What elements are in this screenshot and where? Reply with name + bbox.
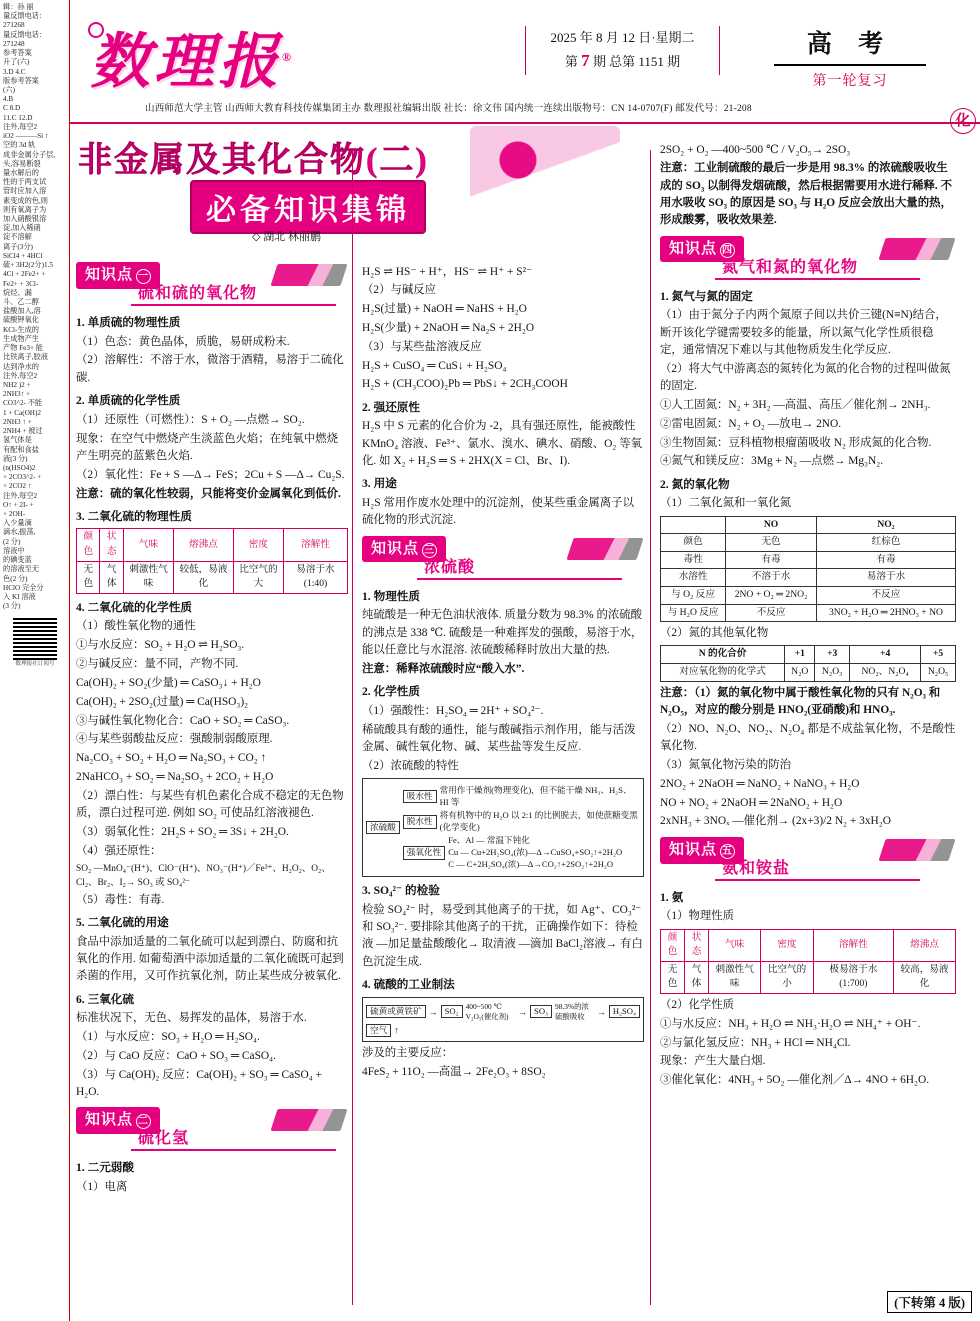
c1-s4-p5: （5）毒性：有毒. bbox=[76, 893, 165, 906]
c2-p2-a2: 稀硫酸具有酸的通性，能与酸碱指示剂作用，能与活泼金属、碱性氧化物、碱、某些盐等发生反应. bbox=[362, 723, 636, 753]
flow-r3-v1: Fe、Al — 常温下钝化 bbox=[448, 835, 530, 846]
c1-s2-p2: 现象：在空气中燃烧产生淡蓝色火焰；在纯氧中燃烧产生明亮的蓝紫色火焰. bbox=[76, 432, 338, 462]
c1-s6-p1: （1）与水反应：SO₃ + H₂O ═ H₂SO₄. bbox=[76, 1031, 260, 1044]
flow-box-4: H₂SO₄ bbox=[609, 1005, 640, 1019]
c3-s2-title: 2. 氮的氧化物 bbox=[660, 477, 730, 491]
rail-line: (2 分) bbox=[3, 537, 21, 546]
c1-s1-title: 1. 单质硫的物理性质 bbox=[76, 316, 181, 329]
table-cell: 熔沸点 bbox=[174, 529, 234, 561]
kp3-tag-label: 知识点 bbox=[371, 540, 420, 557]
c2-top7: H₂S + (CH₃COO)₂Pb ═ PbS↓ + 2CH₃COOH bbox=[362, 378, 568, 391]
rail-line: O↑ + 2I- + bbox=[3, 500, 34, 509]
table-cell: 气味 bbox=[709, 929, 761, 961]
rail-line: 11.C 12.D bbox=[3, 113, 33, 122]
kp5-tag-label: 知识点 bbox=[669, 841, 718, 858]
ammonia-physical-table bbox=[660, 929, 956, 994]
c3-s1-title: 1. 氮气与氮的固定 bbox=[660, 289, 753, 303]
c1-h1-title: 1. 二元弱酸 bbox=[76, 1161, 134, 1175]
table-row bbox=[661, 586, 956, 604]
c3-eq1: 2SO₂ + O₂ —400~500 ℃ / V₂O₅→ 2SO₃ bbox=[660, 143, 851, 156]
table-cell: 比空气的大 bbox=[233, 561, 283, 593]
newspaper-logo bbox=[90, 14, 295, 100]
c1-s6-p0: 标准状况下，无色、易挥发的晶体，易溶于水. bbox=[76, 1012, 307, 1025]
c2-s3-p: H₂S 常用作废水处理中的沉淀剂，使某些重金属离子以硫化物的形式沉淀. bbox=[362, 497, 634, 527]
c2-top2: （2）与碱反应 bbox=[362, 284, 437, 297]
column-divider-2 bbox=[650, 150, 651, 1305]
c1-s4-c: ③与碱性氧化物化合：CaO + SO₂ ═ CaSO₃. bbox=[76, 714, 290, 727]
rail-line: C 8.D bbox=[3, 104, 21, 113]
rail-line: 271248 bbox=[3, 39, 25, 48]
c3-a-c: ③催化氧化：4NH₃ + 5O₂ —催化剂／Δ→ 4NO + 6H₂O. bbox=[660, 1074, 930, 1087]
c2-p3-title: 3. SO₄²⁻ 的检验 bbox=[362, 884, 440, 898]
c1-s5-title: 5. 二氧化硫的用途 bbox=[76, 916, 169, 930]
table-cell: 不反应 bbox=[726, 604, 817, 622]
rail-line: 硫+ 3H2(2分)1.5 bbox=[3, 261, 53, 270]
c1-s2-title: 2. 单质硫的化学性质 bbox=[76, 394, 181, 408]
c2-top6: H₂S + CuSO₄ ═ CuS↓ + H₂SO₄ bbox=[362, 359, 507, 372]
table-cell: NO bbox=[726, 516, 817, 534]
kp1-title: 硫和硫的氧化物 bbox=[138, 285, 258, 302]
c2-p4-eq1: 4FeS₂ + 11O₂ —高温→ 2Fe₂O₃ + 8SO₂ bbox=[362, 1066, 546, 1079]
rail-line: 烷烃、漏 bbox=[3, 288, 32, 297]
rail-line: 斗、乙二醇 bbox=[3, 298, 39, 306]
c2-p3-p: 检验 SO₄²⁻ 时，易受到其他离子的干扰，如 Ag⁺、CO₃²⁻ 和 SO₃²⁻. 要排除其他离子的干扰，正确操作如下：待检液 —加足量盐酸酸化→ 取清液 —滴加 BaCl₂溶液→ 有白色沉淀生成. bbox=[362, 903, 643, 968]
column-1 bbox=[76, 256, 348, 1198]
c1-s2-note: 注意：硫的氧化性较弱，只能将变价金属氧化到低价. bbox=[76, 487, 341, 500]
flow-r2-key: 脱水性 bbox=[403, 815, 437, 829]
c2-p2-b: （2）浓硫酸的特性 bbox=[362, 759, 459, 772]
c1-s2-p1: （1）还原性（可燃性）：S + O₂ —点燃→ SO₂. bbox=[76, 413, 305, 426]
rail-line: 溶液中 bbox=[3, 546, 25, 555]
c2-p1-title: 1. 物理性质 bbox=[362, 589, 420, 603]
c3-s2-note: 注意：（1）氮的氧化物中属于酸性氧化物的只有 N₂O₃ 和 N₂O₅，对应的酸分别是 HNO₂(亚硝酸)和 HNO₃. bbox=[660, 686, 941, 716]
rail-line: 成非金属分子层, bbox=[3, 150, 56, 159]
rail-line: 2NH4 + 被过 bbox=[3, 427, 43, 436]
table-cell: 较低，易液化 bbox=[174, 561, 234, 593]
pen-icon bbox=[878, 238, 955, 260]
c3-note1: 注意：工业制硫酸的最后一步是用 98.3% 的浓硫酸吸收生成的 SO₃ 以制得发烟硫酸，然后根据需要用水进行稀释. 不用水吸收 SO₃ 的原因是 SO₃ 与 H₂O 反应会放出大量的热，形成酸雾，吸收效果差. bbox=[660, 162, 952, 227]
rail-line: (六) bbox=[3, 85, 15, 94]
rail-line: KCl-生成的 bbox=[3, 325, 39, 334]
so2-physical-table bbox=[76, 528, 348, 593]
c2-s3-title: 3. 用途 bbox=[362, 477, 397, 491]
table-cell: N₂O bbox=[785, 664, 815, 682]
c3-s1-d: ④氮气和镁反应：3Mg + N₂ —点燃→ Mg₃N₂. bbox=[660, 455, 884, 468]
rail-line: 液(3 分) bbox=[3, 454, 28, 463]
table-row bbox=[661, 551, 956, 569]
c1-s4-p2: （2）漂白性：与某些有机色素化合成不稳定的无色物质，漂白过程可逆. 例如 SO₂ 可使品红溶液褪色. bbox=[76, 789, 344, 820]
rail-line: 的溶液至无 bbox=[3, 565, 39, 574]
c3-a-p1: （1）物理性质 bbox=[660, 910, 735, 923]
rail-line: NH2 )2 + bbox=[3, 380, 31, 389]
qr-caption: 数理报社订阅号 bbox=[15, 661, 55, 668]
flow-box-3: SO₃ bbox=[530, 1005, 552, 1019]
rail-line: HClO 完全分 bbox=[3, 583, 44, 592]
rail-line: 量反馈电话： bbox=[3, 12, 47, 21]
c1-s6-p2: （2）与 CaO 反应：CaO + SO₃ ═ CaSO₄. bbox=[76, 1049, 276, 1062]
rail-line: 注外,每空2 bbox=[3, 371, 38, 380]
rail-line: 2NH3↑ + bbox=[3, 390, 31, 399]
rail-line: 量反馈电话： bbox=[3, 30, 47, 39]
subject-badge: 化 bbox=[950, 108, 976, 134]
table-cell: 不反应 bbox=[816, 586, 955, 604]
table-cell: +5 bbox=[921, 646, 956, 664]
table-cell: 极易溶于水(1:700) bbox=[813, 961, 893, 993]
table-cell: 易溶于水 bbox=[816, 569, 955, 587]
c1-s5-p: 食品中添加适量的二氧化硫可以起到漂白、防腐和抗氧化的作用. 如葡萄酒中添加适量的二氧化硫既可起到杀菌的作用，又可作抗氧化剂，防止某些成分被氧化. bbox=[76, 935, 344, 983]
table-cell: 溶解性 bbox=[813, 929, 893, 961]
table-cell: 气体 bbox=[685, 961, 709, 993]
pen-icon bbox=[270, 264, 347, 286]
rail-line: 的碘变蓝 bbox=[3, 556, 32, 565]
rail-line: 氢气体是 bbox=[3, 436, 32, 445]
c3-a-b2: 现象：产生大量白烟. bbox=[660, 1055, 766, 1068]
masthead-divider bbox=[70, 122, 980, 124]
table-cell: 有毒 bbox=[816, 551, 955, 569]
rail-line: 比铁离子,胶液 bbox=[3, 353, 48, 362]
flow-r3-v3: C — C+2H₂SO₄(浓)—Δ→CO₂↑+2SO₂↑+2H₂O bbox=[448, 858, 614, 869]
rail-line: CO3^2- 不能 bbox=[3, 399, 43, 408]
rail-line: 入少量滴 bbox=[3, 519, 32, 528]
c2-p1-p: 纯硫酸是一种无色油状液体. 质量分数为 98.3% 的浓硫酸的沸点是 338 ℃. 硫酸是一种难挥发的强酸，易溶于水，能以任意比与水混溶. 浓硫酸稀释时放出大量的热. bbox=[362, 609, 643, 656]
table-cell: 无色 bbox=[77, 561, 100, 593]
c3-a-a: ①与水反应：NH₃ + H₂O ⇌ NH₃·H₂O ⇌ NH₄⁺ + OH⁻. bbox=[660, 1017, 921, 1030]
kp1-number: 一 bbox=[138, 271, 150, 282]
left-rail bbox=[0, 0, 70, 1321]
knowledge-point-4-header bbox=[660, 236, 956, 282]
decorative-illustration bbox=[470, 126, 620, 246]
table-cell: 易溶于水(1:40) bbox=[283, 561, 347, 593]
table-cell: 无色 bbox=[726, 534, 817, 552]
flow-label: 浓硫酸 bbox=[366, 821, 400, 835]
c1-s1-p1: （1）色态：黄色晶体，质脆，易研成粉末. bbox=[76, 335, 290, 348]
kp1-tag-label: 知识点 bbox=[85, 267, 134, 283]
table-cell: 比空气的小 bbox=[761, 961, 813, 993]
c3-s1-a: ①人工固氮：N₂ + 3H₂ —高温、高压／催化剂→ 2NH₃. bbox=[660, 398, 931, 411]
pen-icon bbox=[270, 1109, 347, 1131]
rail-line: 入 KI 溶液 bbox=[3, 593, 36, 601]
c2-p4-title: 4. 硫酸的工业制法 bbox=[362, 978, 455, 992]
table-cell: 水溶性 bbox=[661, 569, 726, 587]
rail-line: 空的 3d 轨 bbox=[3, 141, 36, 150]
c3-s2-note2: （2）NO、N₂O、NO₂、N₂O₄ 都是不成盐氧化物，不是酸性氧化物. bbox=[660, 722, 956, 753]
kp3-number: 三 bbox=[424, 544, 436, 556]
c1-s4-d2: 2NaHCO₃ + SO₂ ═ Na₂SO₃ + 2CO₂ + H₂O bbox=[76, 771, 274, 783]
rail-line: 注外,每空2 bbox=[3, 122, 38, 131]
c1-s4-d1: Na₂CO₃ + SO₂ + H₂O ═ Na₂SO₃ + CO₂ ↑ bbox=[76, 752, 267, 765]
c3-s2-e1: 2NO₂ + 2NaOH ═ NaNO₂ + NaNO₃ + H₂O bbox=[660, 777, 860, 790]
c1-s4-d: ④与某些弱酸盐反应：强酸制弱酸原理. bbox=[76, 733, 273, 746]
rail-line: iO2 ———Si ↑ bbox=[3, 132, 49, 141]
table-cell: 刺激性气味 bbox=[709, 961, 761, 993]
rail-line: 产物 Fe3+ 能 bbox=[3, 344, 43, 353]
c3-s2-e3: 2xNH₃ + 3NOₓ —催化剂→ (2x+3)/2 N₂ + 3xH₂O bbox=[660, 815, 891, 828]
rail-line: 则有氧离子为 bbox=[3, 205, 47, 214]
issue-date: 2025 年 8 月 12 日·星期二 bbox=[550, 30, 695, 45]
knowledge-point-2-header bbox=[76, 1107, 348, 1153]
rail-line: 盐酸加入,溶 bbox=[3, 307, 41, 316]
kp2-title: 硫化氢 bbox=[138, 1130, 190, 1148]
rail-line: 生成物产生 bbox=[3, 334, 39, 343]
rail-line: 版参考答案 bbox=[3, 76, 39, 85]
column-2 bbox=[362, 262, 644, 1083]
table-cell: 3NO₂ + H₂O ═ 2HNO₃ + NO bbox=[816, 604, 955, 622]
c3-a-p2: （2）化学性质 bbox=[660, 998, 735, 1011]
rail-line: 加入硝酸银溶 bbox=[3, 215, 47, 224]
flow-r3-key: 强氧化性 bbox=[403, 846, 445, 860]
rail-line: 1 + Ca(OH)2 bbox=[3, 408, 41, 417]
byline: ◇ 湖北 林丽鹏 bbox=[252, 231, 321, 243]
exam-title: 高 考 bbox=[806, 31, 894, 58]
pen-icon bbox=[878, 839, 955, 861]
c3-s2-p1: （1）二氧化氮和一氧化氮 bbox=[660, 497, 791, 510]
rail-line: SiCl4 + 4HCl bbox=[3, 251, 43, 260]
c1-s4-p3: （3）弱氧化性：2H₂S + SO₂ ═ 3S↓ + 2H₂O. bbox=[76, 825, 289, 838]
c2-top5: （3）与某些盐溶液反应 bbox=[362, 340, 482, 353]
table-cell: 颜色 bbox=[661, 929, 685, 961]
c3-s1-c: ③生物固氮：豆科植物根瘤菌吸收 N₂ 形成氮的化合物. bbox=[660, 436, 932, 449]
knowledge-point-1-header bbox=[76, 262, 348, 308]
c2-p1-note: 注意：稀释浓硫酸时应“酸入水”. bbox=[362, 662, 525, 675]
table-cell: 较高，易液化 bbox=[894, 961, 956, 993]
c3-s2-p3: （3）氮氧化物污染的防治 bbox=[660, 758, 791, 771]
table-cell: N₂O₅ bbox=[921, 664, 956, 682]
rail-line: 辑：孙 丽 bbox=[3, 3, 34, 11]
table-cell: 刺激性气味 bbox=[123, 561, 173, 593]
c2-s2-p: H₂S 中 S 元素的化合价为 -2，具有强还原性，能被酸性 KMnO₄ 溶液、Fe³⁺、氯水、溴水、碘水、硝酸、O₂ 等氧化. 如 X₂ + H₂S ═ S + 2HX(X = Cl、Br、I). bbox=[362, 420, 642, 468]
c1-s4-p4a: SO₂ —MnO₄⁻(H⁺)、ClO⁻(H⁺)、NO₃⁻(H⁺)／Fe³⁺、H₂O₂、O₂、Cl₂、Br₂、I₂→ SO₃ 或 SO₄²⁻ bbox=[76, 863, 331, 888]
qr-code-icon bbox=[13, 616, 57, 660]
rail-line: 达到净水的 bbox=[3, 362, 39, 371]
c2-top1: H₂S ⇌ HS⁻ + H⁺，HS⁻ ⇌ H⁺ + S²⁻ bbox=[362, 265, 533, 278]
kp2-number: 二 bbox=[138, 1116, 150, 1128]
table-cell: 气味 bbox=[123, 529, 173, 561]
nitrogen-oxides-valence-table bbox=[660, 645, 956, 681]
rail-line: 参考答案 bbox=[3, 49, 32, 58]
date-block bbox=[525, 26, 720, 75]
table-cell: N₂O₃ bbox=[815, 664, 850, 682]
knowledge-point-5-header bbox=[660, 837, 956, 883]
c1-s4-p4: （4）强还原性： bbox=[76, 844, 162, 857]
c2-top3: H₂S(过量) + NaOH ═ NaHS + H₂O bbox=[362, 303, 527, 316]
flow-arrow-3-label: 98.3%的浓硫酸吸收 bbox=[555, 1001, 589, 1021]
registered-mark: ® bbox=[282, 50, 295, 64]
rail-line: 滴水,振荡, bbox=[3, 528, 36, 537]
kp4-number: 四 bbox=[722, 244, 734, 256]
rail-line: 淀,加入稀硝 bbox=[3, 224, 41, 233]
logo-text: 数理报 bbox=[90, 29, 282, 95]
table-cell: 不溶于水 bbox=[726, 569, 817, 587]
c3-a-title: 1. 氨 bbox=[660, 890, 684, 904]
c1-s4-p1: （1）酸性氧化物的通性 bbox=[76, 620, 196, 633]
table-cell: 有毒 bbox=[726, 551, 817, 569]
issue-label-pre: 第 bbox=[564, 53, 578, 69]
table-row bbox=[661, 604, 956, 622]
kp5-number: 五 bbox=[722, 845, 734, 857]
table-cell: +3 bbox=[815, 646, 850, 664]
c1-s4-b2: Ca(OH)₂ + 2SO₂(过量) ═ Ca(HSO₃)₂ bbox=[76, 695, 249, 708]
rail-line: 3.D 4.C bbox=[3, 67, 26, 76]
c1-h1-p1: （1）电离 bbox=[76, 1181, 128, 1194]
rail-line: 注外,每空2 bbox=[3, 491, 38, 500]
c1-s4-title: 4. 二氧化硫的化学性质 bbox=[76, 600, 192, 614]
rail-line: + 2OH- bbox=[3, 510, 26, 519]
table-cell bbox=[661, 516, 726, 534]
rail-line: 色(2 分) bbox=[3, 574, 28, 583]
column-3 bbox=[660, 140, 956, 1091]
rail-line: Fe2+ + 3Cl- bbox=[3, 279, 39, 288]
no-no2-table bbox=[660, 516, 956, 622]
c3-s2-e2: NO + NO₂ + 2NaOH ═ 2NaNO₂ + H₂O bbox=[660, 796, 843, 809]
table-cell: 密度 bbox=[233, 529, 283, 561]
c2-p2-a: （1）强酸性：H₂SO₄ ═ 2H⁺ + SO₄²⁻. bbox=[362, 704, 544, 717]
rail-line: 4Cl + 2Fe2+ + bbox=[3, 270, 46, 279]
table-cell: N 的化合价 bbox=[661, 646, 785, 664]
table-cell: 溶解性 bbox=[283, 529, 347, 561]
page-title: 非金属及其化合物(二) bbox=[78, 142, 429, 179]
kp3-title: 浓硫酸 bbox=[424, 558, 476, 576]
c1-s3-title: 3. 二氧化硫的物理性质 bbox=[76, 509, 192, 523]
rail-line: 性的于两支试 bbox=[3, 178, 47, 187]
kp5-title: 氨和铵盐 bbox=[722, 859, 791, 877]
exam-block bbox=[760, 24, 940, 90]
pen-icon bbox=[566, 538, 643, 560]
rail-line: (3 分) bbox=[3, 602, 21, 611]
c3-s2-p2: （2）氮的其他氧化物 bbox=[660, 627, 769, 640]
table-cell: 状态 bbox=[685, 929, 709, 961]
table-cell: 颜色 bbox=[77, 529, 100, 561]
column-divider-1 bbox=[352, 150, 353, 1305]
table-cell: 对应氧化物的化学式 bbox=[661, 664, 785, 682]
table-cell: 与 O₂ 反应 bbox=[661, 586, 726, 604]
c2-s2-title: 2. 强还原性 bbox=[362, 400, 420, 414]
c1-s4-b: ②与碱反应：量不同，产物不同. bbox=[76, 658, 239, 671]
table-cell: +1 bbox=[785, 646, 815, 664]
table-cell: 无色 bbox=[661, 961, 685, 993]
rail-line: + 2CO2 ↑ bbox=[3, 482, 32, 491]
table-cell: 密度 bbox=[761, 929, 813, 961]
flow-r3-v2: Cu — Cu+2H₂SO₄(浓)—Δ→CuSO₄+SO₂↑+2H₂O bbox=[448, 846, 623, 857]
impressum: 山西师范大学主管 山西师大教育科技传媒集团主办 数理报社编辑出版 社长：徐文伟 国内统一连续出版物号：CN 14-0707(F) 邮发代号：21-208 bbox=[145, 104, 752, 114]
rail-line: 升了(六) bbox=[3, 58, 30, 67]
table-cell: 颜色 bbox=[661, 534, 726, 552]
c1-s1-p2: （2）溶解性：不溶于水，微溶于酒精，易溶于二硫化碳. bbox=[76, 354, 344, 384]
rail-line: 素变成的色,则 bbox=[3, 196, 48, 205]
table-row bbox=[661, 534, 956, 552]
flow-r2-value: 将有机物中的 H₂O 以 2:1 的比例脱去，如使蔗糖变黑(化学变化) bbox=[439, 810, 638, 832]
rail-line: 硫酸钾氧化 bbox=[3, 316, 39, 325]
rail-line: 4.B bbox=[3, 95, 14, 104]
flow-r1-value: 常用作干燥剂(物理变化)，但不能干燥 NH₃、H₂S、HI 等 bbox=[439, 785, 632, 807]
kp2-tag-label: 知识点 bbox=[85, 1112, 134, 1129]
page-subtitle: 必备知识集锦 bbox=[190, 180, 426, 234]
rail-line: 头,容易断裂 bbox=[3, 159, 41, 168]
flow-box-2: SO₂ bbox=[441, 1005, 463, 1019]
concentrated-sulfuric-acid-flow bbox=[362, 778, 644, 877]
table-cell: 熔沸点 bbox=[894, 929, 956, 961]
rail-line: 2NH3 ↑ + bbox=[3, 417, 32, 426]
rail-line: 淀不溶解 bbox=[3, 233, 32, 242]
c3-s1-p2: （2）将大气中游离态的氮转化为氮的化合物的过程叫做氮的固定. bbox=[660, 362, 951, 393]
flow-arrow-2-label: 400~500 ℃ V₂O₅(催化剂) bbox=[465, 1001, 509, 1021]
c1-s4-b1: Ca(OH)₂ + SO₂(少量) ═ CaSO₃↓ + H₂O bbox=[76, 676, 261, 689]
rail-line: 管时应加入溶 bbox=[3, 187, 47, 196]
flow-box-1: 硫黄或黄铁矿 bbox=[366, 1005, 426, 1019]
table-cell: +4 bbox=[850, 646, 921, 664]
flow-r1-key: 吸水性 bbox=[403, 790, 437, 804]
c3-s1-b: ②雷电固氮：N₂ + O₂ —放电→ 2NO. bbox=[660, 417, 842, 430]
c3-a-b: ②与氯化氢反应：NH₃ + HCl ═ NH₄Cl. bbox=[660, 1036, 851, 1049]
table-cell: 毒性 bbox=[661, 551, 726, 569]
table-cell: 2NO + O₂ ═ 2NO₂ bbox=[726, 586, 817, 604]
rail-line: + 2CO3^2- + bbox=[3, 473, 42, 482]
masthead bbox=[70, 0, 980, 122]
c1-s6-p3: （3）与 Ca(OH)₂ 反应：Ca(OH)₂ + SO₃ ═ CaSO₄ + H₂O. bbox=[76, 1068, 322, 1099]
c1-s6-title: 6. 三氧化硫 bbox=[76, 992, 134, 1006]
rail-line: 271268 bbox=[3, 21, 25, 30]
knowledge-point-3-header bbox=[362, 536, 644, 582]
table-cell: NO₂、N₂O₄ bbox=[850, 664, 921, 682]
flow-box-5: 空气 bbox=[366, 1024, 391, 1038]
table-cell: 红棕色 bbox=[816, 534, 955, 552]
table-cell: NO₂ bbox=[816, 516, 955, 534]
continuation-note: (下转第 4 版) bbox=[887, 1291, 972, 1313]
exam-subtitle: 第一轮复习 bbox=[812, 74, 888, 89]
c2-p4-end: 涉及的主要反应： bbox=[362, 1047, 454, 1060]
c2-p2-title: 2. 化学性质 bbox=[362, 685, 420, 699]
issue-label-mid: 期 总第 1151 期 bbox=[592, 53, 681, 69]
table-cell: 与 H₂O 反应 bbox=[661, 604, 726, 622]
c1-s2-p3: （2）氧化性：Fe + S —Δ→ FeS；2Cu + S —Δ→ Cu₂S. bbox=[76, 468, 345, 481]
issue-number: 7 bbox=[581, 50, 590, 70]
sulfuric-acid-industrial-flow: 硫黄或黄铁矿 → SO₂ 400~500 ℃ V₂O₅(催化剂) → SO₃ 98.3%的浓硫酸吸收 → H₂SO₄ 空气 ↑ bbox=[362, 997, 644, 1043]
table-cell: 气体 bbox=[100, 561, 123, 593]
rail-line: (n(HSO4)2 bbox=[3, 463, 36, 472]
table-row bbox=[661, 569, 956, 587]
kp4-tag-label: 知识点 bbox=[669, 240, 718, 257]
table-cell: 状态 bbox=[100, 529, 123, 561]
c1-s4-a: ①与水反应：SO₂ + H₂O ⇌ H₂SO₃. bbox=[76, 639, 245, 652]
rail-line: 量水解后的 bbox=[3, 168, 39, 177]
rail-line: 有配和食盐 bbox=[3, 445, 39, 454]
c2-top4: H₂S(少量) + 2NaOH ═ Na₂S + 2H₂O bbox=[362, 321, 535, 334]
rail-line: 离子(3分) bbox=[3, 242, 33, 251]
kp4-title: 氮气和氮的氧化物 bbox=[722, 258, 859, 276]
c3-s1-p1: （1）由于氮分子内两个氮原子间以共价三键(N≡N)结合，断开该化学键需要较多的能量，所以氮气化学性质很稳定，通常情况下难以与其他物质发生化学反应. bbox=[660, 309, 947, 356]
